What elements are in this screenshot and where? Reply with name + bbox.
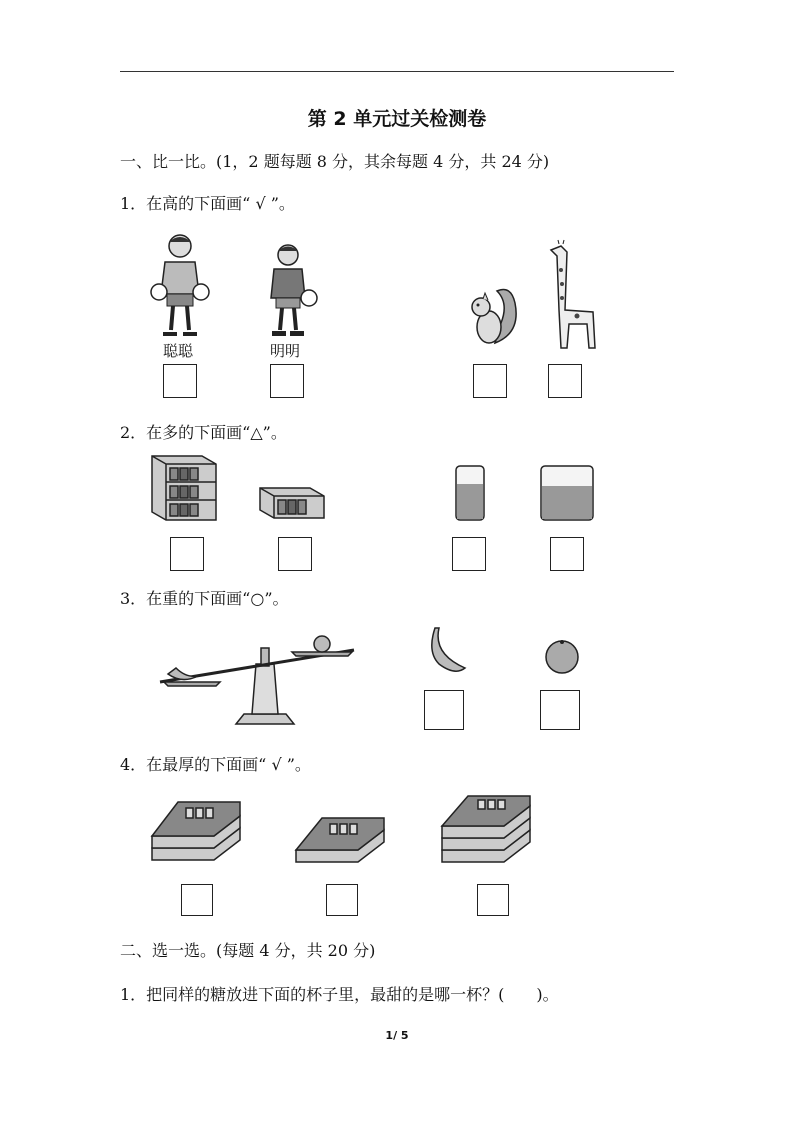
- label-congcong: 聪聪: [163, 342, 194, 360]
- book-stack-three-figure: [440, 794, 532, 866]
- header-rule: [120, 71, 674, 72]
- bookshelf-one-tier-figure: [258, 484, 326, 520]
- squirrel-figure: [465, 283, 521, 349]
- answer-box-giraffe[interactable]: [548, 364, 582, 398]
- page-number: 1/ 5: [385, 1029, 409, 1042]
- q2-text: 2．在多的下面画“△”。: [120, 423, 287, 442]
- answer-box-shelf-three[interactable]: [170, 537, 204, 571]
- answer-box-glass-narrow[interactable]: [452, 537, 486, 571]
- q1-text: 1．在高的下面画“ √ ”。: [120, 194, 295, 213]
- book-stack-two-figure: [150, 800, 242, 864]
- answer-box-shelf-one[interactable]: [278, 537, 312, 571]
- q3-text: 3．在重的下面画“○”。: [120, 589, 289, 608]
- section1-heading: 一、比一比。(1，2 题每题 8 分，其余每题 4 分，共 24 分): [120, 152, 550, 171]
- answer-box-banana[interactable]: [424, 690, 464, 730]
- orange-figure: [542, 636, 582, 676]
- answer-box-congcong[interactable]: [163, 364, 197, 398]
- boy-congcong-figure: [145, 232, 215, 338]
- answer-box-book-one[interactable]: [326, 884, 358, 916]
- book-single-figure: [294, 816, 386, 864]
- answer-box-book-three[interactable]: [477, 884, 509, 916]
- q4-text: 4．在最厚的下面画“ √ ”。: [120, 755, 311, 774]
- label-mingming: 明明: [270, 342, 301, 360]
- boy-mingming-figure: [255, 242, 321, 338]
- bookshelf-three-tier-figure: [150, 452, 218, 522]
- glass-narrow-figure: [452, 464, 488, 522]
- answer-box-book-two[interactable]: [181, 884, 213, 916]
- answer-box-mingming[interactable]: [270, 364, 304, 398]
- answer-box-glass-wide[interactable]: [550, 537, 584, 571]
- s2-q1-text: 1．把同样的糖放进下面的杯子里，最甜的是哪一杯？( )。: [120, 985, 559, 1004]
- glass-wide-figure: [538, 464, 596, 522]
- answer-box-squirrel[interactable]: [473, 364, 507, 398]
- section2-heading: 二、选一选。(每题 4 分，共 20 分): [120, 941, 376, 960]
- answer-box-orange[interactable]: [540, 690, 580, 730]
- balance-scale-figure: [158, 620, 356, 734]
- page-title: 第 2 单元过关检测卷: [307, 108, 487, 130]
- giraffe-figure: [543, 240, 601, 350]
- banana-figure: [425, 624, 469, 674]
